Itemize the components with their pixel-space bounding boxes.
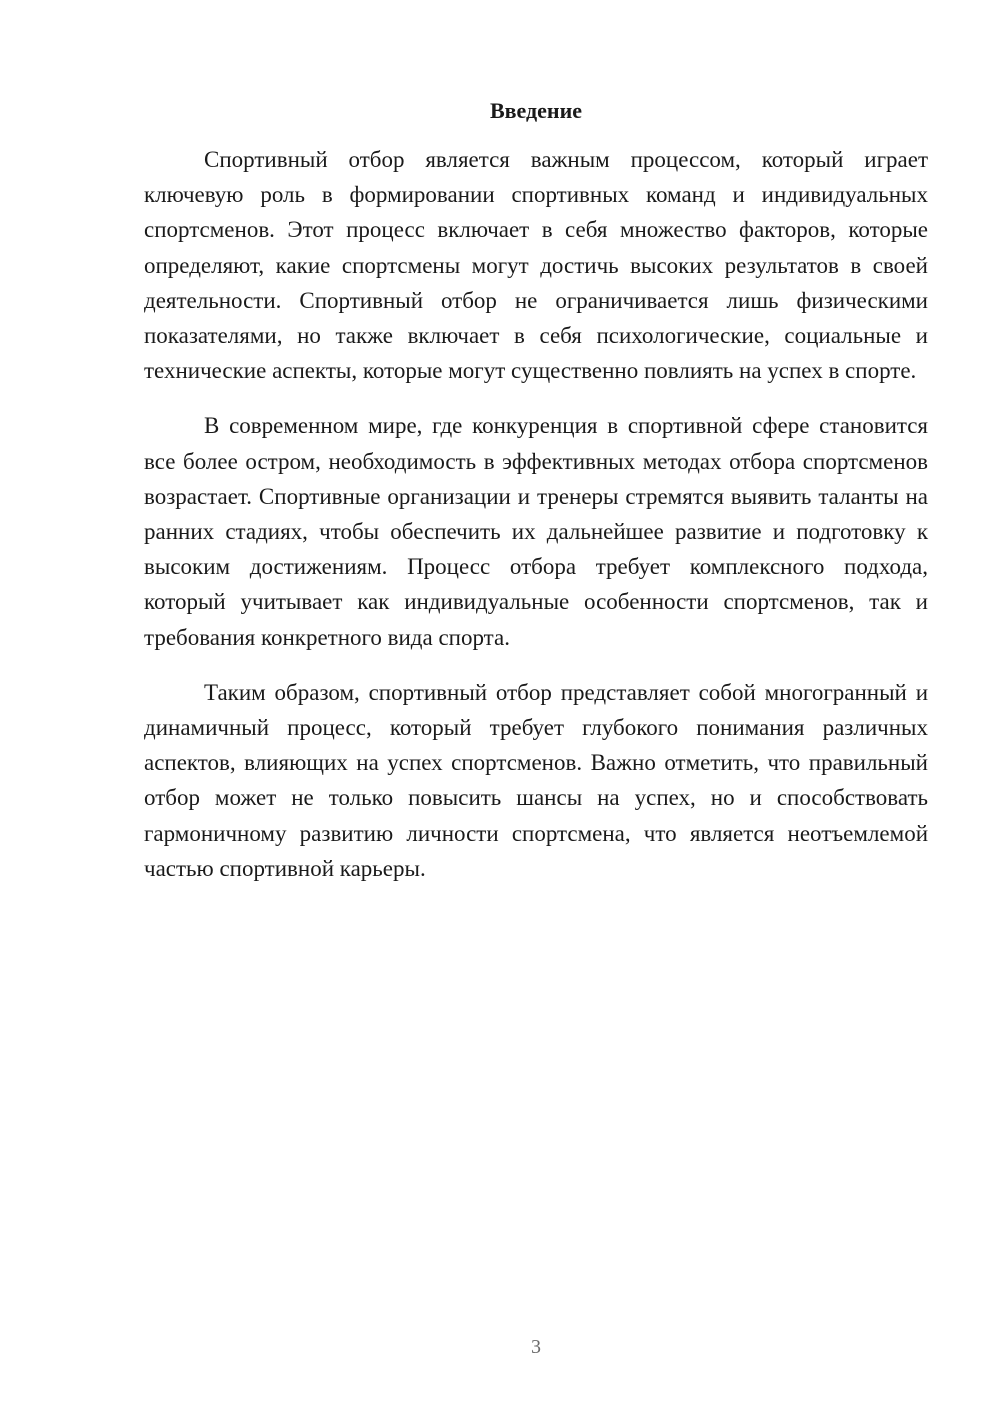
document-body <box>144 142 928 906</box>
page-title: Введение <box>489 98 583 123</box>
page-number: 3 <box>531 1336 541 1358</box>
paragraph-3: Таким образом, спортивный отбор представляет собой многогранный и динамичный процесс, который требует глубокого понимания различных аспектов, влияющих на успех спортсменов. Важно отметить, что правильный отбор может не только повысить шансы на успех, но и способствовать гармоничному развитию личности спортсмена, что является неотъемлемой частью спортивной карьеры. <box>144 679 928 881</box>
paragraph-2: В современном мире, где конкуренция в спортивной сфере становится все более остром, необходимость в эффективных методах отбора спортсменов возрастает. Спортивные организации и тренеры стремятся выявить таланты на ранних стадиях, чтобы обеспечить их дальнейшее развитие и подготовку к высоким достижениям. Процесс отбора требует комплексного подхода, который учитывает как индивидуальные особенности спортсменов, так и требования конкретного вида спорта. <box>144 413 928 650</box>
paragraph-1: Спортивный отбор является важным процессом, который играет ключевую роль в формировании спортивных команд и индивидуальных спортсменов. Этот процесс включает в себя множество факторов, которые определяют, какие спортсмены могут достичь высоких результатов в своей деятельности. Спортивный отбор не ограничивается лишь физическими показателями, но также включает в себя психологические, социальные и технические аспекты, которые могут существенно повлиять на успех в спорте. <box>144 147 928 384</box>
